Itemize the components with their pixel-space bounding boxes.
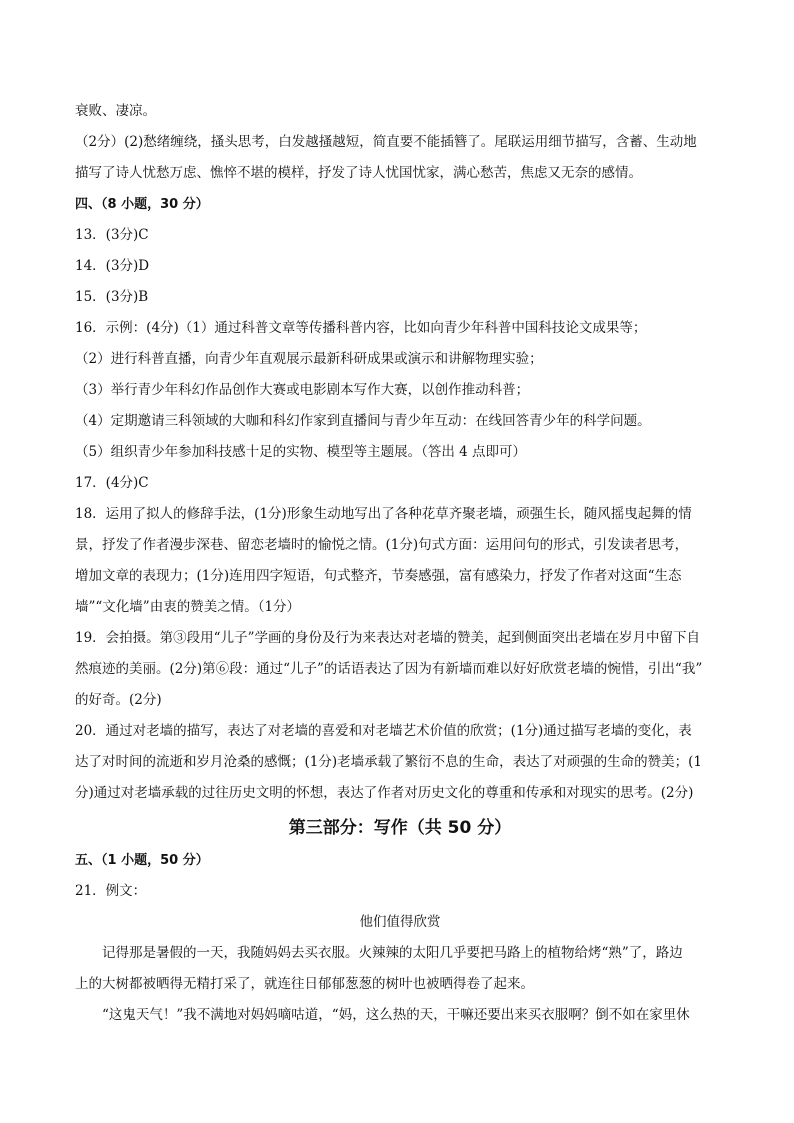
- answer-line: 19．会拍摄。第③段用“儿子”学画的身份及行为来表达对老墙的赞美，起到侧面突出老墙在岁月中留下自: [75, 630, 700, 646]
- section-heading: 第三部分：写作（共 50 分）: [288, 818, 512, 838]
- answer-line: （2分）(2)愁绪缠绕，搔头思考，白发越搔越短，简直要不能插簪了。尾联运用细节描写，含蓄、生动地: [75, 134, 697, 150]
- section-label: 四、（8 小题，30 分）: [75, 197, 209, 212]
- answer-line: （2）进行科普直播，向青少年直观展示最新科研成果或演示和讲解物理实验；: [75, 351, 543, 367]
- answer-line: 17．(4分)C: [75, 475, 149, 491]
- answer-line: 16．示例：(4分)（1）通过科普文章等传播科普内容，比如向青少年科普中国科技论文成果等；: [75, 320, 647, 336]
- answer-line: 15．(3分)B: [75, 289, 149, 305]
- question-21-label: 21．例文：: [75, 883, 147, 899]
- answer-line: 的好奇。(2分): [75, 692, 162, 708]
- essay-line: “这鬼天气！”我不满地对妈妈嘀咕道，“妈，这么热的天，干嘛还要出来买衣服啊？倒不如在家里休: [102, 1007, 690, 1023]
- answer-line: 14．(3分)D: [75, 258, 150, 274]
- answer-line: 达了对时间的流逝和岁月沧桑的感慨；(1分)老墙承载了繁衍不息的生命，表达了对顽强的生命的赞美；(1: [75, 754, 702, 770]
- answer-lines: [75, 96, 725, 809]
- answer-line: 衰败、凄凉。: [75, 103, 156, 119]
- answer-line: 描写了诗人忧愁万虑、憔悴不堪的模样，抒发了诗人忧国忧家，满心愁苦，焦虑又无奈的感情。: [75, 165, 642, 181]
- answer-line: 增加文章的表现力；(1分)连用四字短语，句式整齐，节奏感强，富有感染力，抒发了作者对这面“生态: [75, 568, 682, 584]
- essay-title: 他们值得欣赏: [359, 914, 441, 930]
- answer-line: 墙”“文化墙”由衷的赞美之情。（1分）: [75, 599, 301, 615]
- section-five-label: 五、（1 小题，50 分）: [75, 853, 209, 868]
- answer-line: 分)通过对老墙承载的过往历史文明的怀想，表达了作者对历史文化的尊重和传承和对现实的思考。(2分): [75, 785, 694, 801]
- answer-line: 20．通过对老墙的描写，表达了对老墙的喜爱和对老墙艺术价值的欣赏；(1分)通过描写老墙的变化，表: [75, 723, 692, 739]
- answer-line: （3）举行青少年科幻作品创作大赛或电影剧本写作大赛，以创作推动科普；: [75, 382, 530, 398]
- essay-line: 记得那是暑假的一天，我随妈妈去买衣服。火辣辣的太阳几乎要把马路上的植物给烤“熟”了，路边: [102, 945, 683, 961]
- answer-page: [75, 96, 725, 1031]
- essay-line: 上的大树都被晒得无精打采了，就连往日郁郁葱葱的树叶也被晒得卷了起来。: [75, 976, 534, 992]
- answer-line: 18．运用了拟人的修辞手法，(1分)形象生动地写出了各种花草齐聚老墙，顽强生长，随风摇曳起舞的情: [75, 506, 692, 522]
- answer-line: （4）定期邀请三科领域的大咖和科幻作家到直播间与青少年互动：在线回答青少年的科学问题。: [75, 413, 651, 429]
- answer-line: 景，抒发了作者漫步深巷、留恋老墙时的愉悦之情。(1分)句式方面：运用问句的形式，引发读者思考，: [75, 537, 689, 553]
- answer-line: （5）组织青少年参加科技感十足的实物、模型等主题展。（答出 4 点即可）: [75, 444, 527, 460]
- answer-line: 然痕迹的美丽。(2分)第⑥段：通过“儿子”的话语表达了因为有新墙而难以好好欣赏老墙的惋惜，引出“我”: [75, 661, 703, 677]
- answer-line: 13．(3分)C: [75, 227, 149, 243]
